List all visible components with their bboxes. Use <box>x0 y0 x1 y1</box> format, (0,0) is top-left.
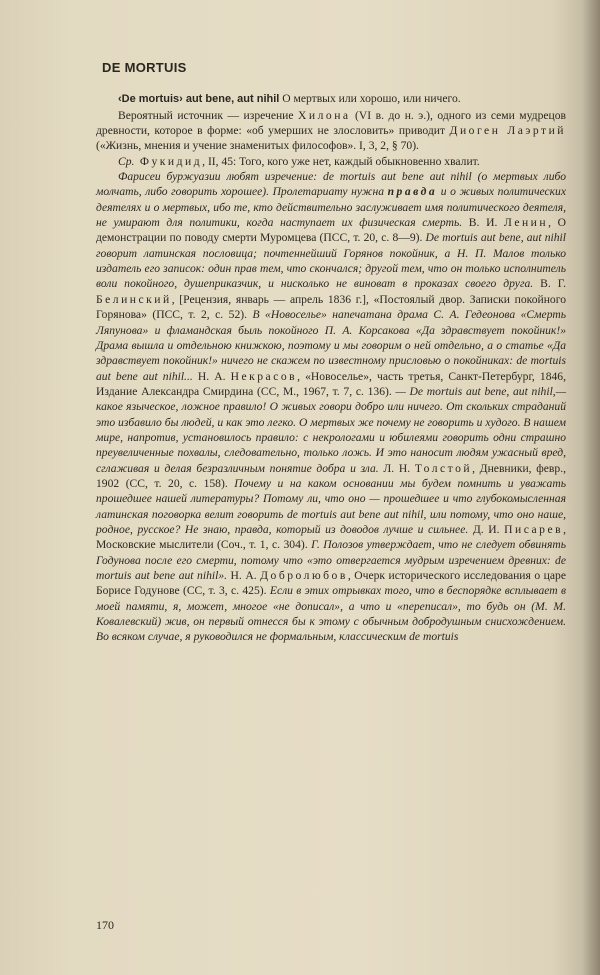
quote-dobrolyubov: Г. Полозов утверждает, что не следует обвинять Годунова после его смерти, потому что «это отвергается мудрым изречением древних: de mortuis aut bene aut nihil». <box>96 538 566 582</box>
lemma-translation: О мертвых или хорошо, или ничего. <box>279 92 461 106</box>
quote-lenin: Фарисеи буржуазии любят изречение: de mortuis aut bene aut nihil (о мертвых либо молчать, либо говорить хорошее). Пролетариату нужна <box>96 170 566 199</box>
ref-belinsky: , [Рецензия, январь — апрель 1836 г.], «Постоялый двор. Записки покойного Горянова» (ПСС, т. 2, с. 52). <box>96 292 566 322</box>
entry-content <box>96 60 566 645</box>
ref-initials: В. И. <box>462 216 505 230</box>
lemma-latin: ‹De mortuis› aut bene, aut nihil <box>118 93 280 106</box>
source-name-diogenes: Диоген Лаэртий <box>449 124 566 138</box>
quote-tolstoy: — De mortuis aut bene, aut nihil,— какое языческое, ложное правило! О живых говори добро или ничего. От скольких страданий это избавило бы людей, и как это легко. О мертвых же почему не говорить и худого. В нашем мире, напротив, установилось правило: с некрологами и юбилеями говорить одни страшно преувеличенные похвалы, следовательно, только ложь. И это наносит людям ужасный вред, сглаживая и делая безразличным понятие добра и зла. <box>96 384 566 475</box>
ref-nekrasov: , «Новоселье», часть третья, Санкт-Петербург, 1846, Издание Александра Смирдина (СС, М., 1967, т. 7, с. 136). <box>96 369 566 398</box>
ref-name-nekrasov: Некрасов <box>230 369 298 383</box>
ref-initials: Л. Н. <box>378 461 415 475</box>
quote-lenin-emphasis: правда <box>387 185 438 199</box>
ref-name-dobrolyubov: Добролюбов <box>260 569 348 582</box>
source-text: Вероятный источник — изречение <box>118 108 299 122</box>
source-text: (VI в. до н. э.), одного из семи мудрецов древности, которое в форме: «об умерших не злословить» приводит <box>96 108 567 138</box>
ref-name-lenin: Ленин <box>504 216 549 230</box>
compare-name: Фукидид <box>134 154 203 168</box>
binding-shadow <box>582 0 600 975</box>
quote-pisarev: Почему и на каком основании мы будем помнить и уважать прошедшее нашей литературы? Потому ли, что оно — прошедшее и что глубокомысленная латинская поговорка велит говорить de mortuis aut bene aut nihil, или потому, что оно наше, родное, русское? Не знаю, правда, который из доводов лучше и сильнее. <box>96 476 566 536</box>
ref-tolstoy: , Дневники, февр., 1902 (СС, т. 20, с. 158). <box>96 461 566 490</box>
ref-name-pisarev: Писарев <box>504 522 564 536</box>
compare-label: Ср. <box>118 154 135 168</box>
ref-name-belinsky: Белинский <box>96 292 172 306</box>
source-paragraph <box>96 108 566 154</box>
entry-lemma <box>96 91 566 107</box>
quote-lenin: и о живых политических деятелях и о мертвых, ибо те, кто действительно заслуживает имя политического деятеля, не умирают для политики, когда наступает их физическая смерть. <box>96 185 566 230</box>
source-text: («Жизнь, мнения и учение знаменитых философов». I, 3, 2, § 70). <box>96 139 419 153</box>
quote-kovalevsky: Если в этих отрывках того, что в беспорядке всплывает в моей памяти, я, может, многое «не дописал», а что и «переписал», то будь он (М. М. Ковалевский) жив, он первый отнесся бы к этому с обычным добродушным снисхождением. Во всяком случае, я руководился не формальным, классическим de mortuis <box>96 584 566 644</box>
quotes-paragraph <box>96 169 566 645</box>
ref-initials: Н. А. <box>227 569 261 582</box>
compare-paragraph <box>96 154 566 169</box>
ref-initials: Д. И. <box>468 522 505 536</box>
entry-heading: DE MORTUIS <box>102 60 187 75</box>
ref-pisarev: , Московские мыслители (Соч., т. 1, с. 304). <box>96 522 566 552</box>
quote-belinsky: De mortuis aut bene, aut nihil говорит латинская пословица; почтеннейший Горянов покойник, а Н. П. Малов только издатель его записок: один прав тем, что скончался; другой тем, что он только исполнитель воли покойного, душеприказчик, и нисколько не виноват в проказах своего друга. <box>96 231 566 291</box>
page-number: 170 <box>96 918 114 932</box>
ref-initials: Н. А. <box>192 369 231 383</box>
ref-initials: В. Г. <box>533 277 566 291</box>
source-name-chilon: Хилона <box>298 108 351 122</box>
ref-dobrolyubov: , Очерк исторического исследования о царе Борисе Годунове (СС, т. 3, с. 425). <box>96 569 566 598</box>
ref-lenin: , О демонстрации по поводу смерти Муромцева (ПСС, т. 20, с. 8—9). <box>96 216 567 245</box>
compare-text: , II, 45: Того, кого уже нет, каждый обыкновенно хвалит. <box>202 154 480 168</box>
quote-nekrasov: В «Новоселье» напечатана драма С. А. Гедеонова «Смерть Ляпунова» и фламандская быль покойного П. А. Корсакова «Да здравствует покойник!» Драма вышла и отдельною книжкою, поэтому и мы говорим о ней отдельно, а о статье «Да здравствует покойник!» ничего не скажем по известному присловью о покойниках: de mortuis aut bene aut nihil... <box>96 308 566 383</box>
ref-name-tolstoy: Толстой <box>414 461 473 475</box>
